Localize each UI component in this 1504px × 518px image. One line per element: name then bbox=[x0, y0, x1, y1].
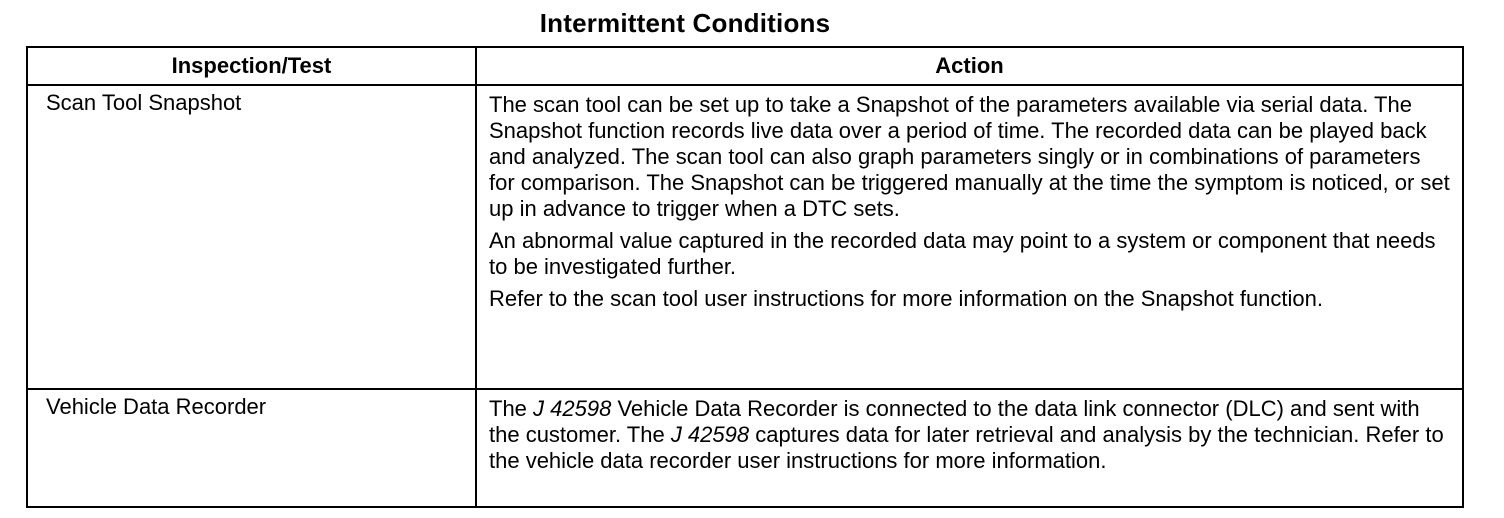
document-title: Intermittent Conditions bbox=[539, 8, 831, 38]
table-header-row bbox=[27, 47, 1463, 85]
action-paragraph: An abnormal value captured in the recorded data may point to a system or component that needs to be investigated further. bbox=[489, 228, 1436, 279]
table-row bbox=[27, 389, 1463, 507]
inspection-cell: Scan Tool Snapshot bbox=[27, 85, 476, 389]
action-text: captures data for later retrieval and analysis by the technician. Refer to the vehicle data recorder user instructions for more information. bbox=[489, 422, 1444, 473]
intermittent-conditions-table bbox=[26, 46, 1464, 508]
tool-number: J 42598 bbox=[670, 422, 750, 447]
action-text: The bbox=[489, 396, 534, 421]
column-header-inspection-test: Inspection/Test bbox=[27, 47, 476, 85]
action-text: Vehicle Data Recorder is connected to the data link connector (DLC) and sent with the customer. The bbox=[489, 396, 1420, 447]
inspection-cell: Vehicle Data Recorder bbox=[27, 389, 476, 507]
action-paragraph bbox=[489, 396, 1452, 474]
tool-number: J 42598 bbox=[533, 396, 612, 421]
table-row bbox=[27, 85, 1463, 389]
action-cell bbox=[476, 389, 1463, 507]
column-header-action: Action bbox=[476, 47, 1463, 85]
action-paragraph: Refer to the scan tool user instructions for more information on the Snapshot function. bbox=[489, 286, 1324, 311]
action-paragraph: The scan tool can be set up to take a Snapshot of the parameters available via serial data. The Snapshot function records live data over a period of time. The recorded data can be played back and analyzed. The scan tool can also graph parameters singly or in combinations of parameters for comparison. The Snapshot can be triggered manually at the time the symptom is noticed, or set up in advance to trigger when a DTC sets. bbox=[489, 92, 1450, 221]
action-cell bbox=[476, 85, 1463, 389]
